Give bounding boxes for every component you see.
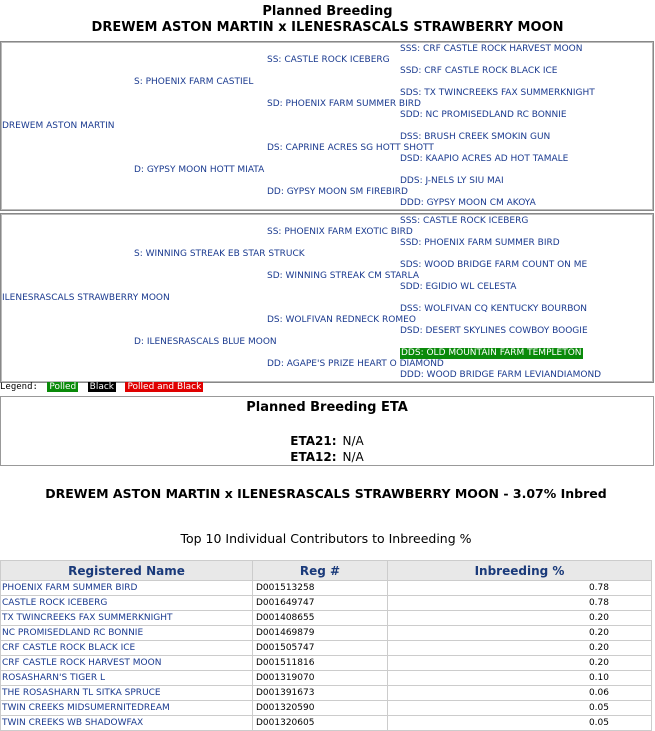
- pedigree-ddd[interactable]: DDD: WOOD BRIDGE FARM LEVIANDIAMOND: [400, 370, 602, 380]
- table-row: [1, 641, 652, 656]
- row-name-cell: [1, 596, 253, 611]
- row-reg-cell: D001513258: [253, 581, 388, 596]
- table-row: [1, 611, 652, 626]
- legend-black: Black: [89, 382, 115, 392]
- sire-pedigree: [0, 41, 654, 211]
- pedigree-ddd[interactable]: DDD: GYPSY MOON CM AKOYA: [400, 198, 536, 208]
- inbreeding-summary: DREWEM ASTON MARTIN x ILENESRASCALS STRAWBERRY MOON - 3.07% Inbred: [45, 486, 607, 501]
- pedigree-sd[interactable]: SD: PHOENIX FARM SUMMER BIRD: [267, 99, 421, 109]
- pedigree-sss[interactable]: SSS: CASTLE ROCK ICEBERG: [400, 216, 529, 226]
- pairing-title: DREWEM ASTON MARTIN x ILENESRASCALS STRAWBERRY MOON: [91, 20, 564, 35]
- pedigree-ds[interactable]: DS: CAPRINE ACRES SG HOTT SHOTT: [267, 143, 434, 153]
- pedigree-ss[interactable]: SS: PHOENIX FARM EXOTIC BIRD: [267, 227, 413, 237]
- row-name-cell: [1, 701, 253, 716]
- row-name-link[interactable]: PHOENIX FARM SUMMER BIRD: [2, 583, 138, 593]
- pedigree-dsd[interactable]: DSD: DESERT SKYLINES COWBOY BOOGIE: [400, 326, 588, 336]
- row-reg-cell: D001469879: [253, 626, 388, 641]
- pedigree-sds[interactable]: SDS: WOOD BRIDGE FARM COUNT ON ME: [400, 260, 588, 270]
- row-pct-cell: 0.78: [388, 581, 652, 596]
- row-name-cell: [1, 686, 253, 701]
- table-row: [1, 581, 652, 596]
- row-pct-cell: 0.06: [388, 686, 652, 701]
- page-header: [0, 0, 655, 36]
- row-name-link[interactable]: CRF CASTLE ROCK HARVEST MOON: [2, 658, 162, 668]
- pedigree-dds[interactable]: DDS: J-NELS LY SIU MAI: [400, 176, 504, 186]
- legend: [0, 382, 203, 392]
- row-name-link[interactable]: TX TWINCREEKS FAX SUMMERKNIGHT: [2, 613, 173, 623]
- table-row: [1, 596, 652, 611]
- pedigree-subject[interactable]: DREWEM ASTON MARTIN: [2, 121, 115, 131]
- pedigree-ssd[interactable]: SSD: CRF CASTLE ROCK BLACK ICE: [400, 66, 558, 76]
- legend-polled-black: Polled and Black: [127, 382, 202, 392]
- row-name-cell: [1, 671, 253, 686]
- table-header-row: [1, 561, 652, 581]
- row-name-link[interactable]: TWIN CREEKS MIDSUMERNITEDREAM: [2, 703, 170, 713]
- table-row: [1, 656, 652, 671]
- pedigree-dam[interactable]: D: ILENESRASCALS BLUE MOON: [134, 337, 277, 347]
- pedigree-sdd[interactable]: SDD: NC PROMISEDLAND RC BONNIE: [400, 110, 567, 120]
- pedigree-sds[interactable]: SDS: TX TWINCREEKS FAX SUMMERKNIGHT: [400, 88, 595, 98]
- row-name-link[interactable]: THE ROSASHARN TL SITKA SPRUCE: [2, 688, 161, 698]
- row-pct-cell: 0.05: [388, 716, 652, 731]
- row-reg-cell: D001319070: [253, 671, 388, 686]
- row-pct-cell: 0.78: [388, 596, 652, 611]
- page-title: Planned Breeding: [262, 4, 393, 19]
- table-row: [1, 701, 652, 716]
- pedigree-sire[interactable]: S: WINNING STREAK EB STAR STRUCK: [134, 249, 305, 259]
- row-name-link[interactable]: CRF CASTLE ROCK BLACK ICE: [2, 643, 136, 653]
- row-name-cell: [1, 611, 253, 626]
- row-pct-cell: 0.05: [388, 701, 652, 716]
- pedigree-dsd[interactable]: DSD: KAAPIO ACRES AD HOT TAMALE: [400, 154, 569, 164]
- pedigree-dss[interactable]: DSS: BRUSH CREEK SMOKIN GUN: [400, 132, 551, 142]
- pedigree-sd[interactable]: SD: WINNING STREAK CM STARLA: [267, 271, 420, 281]
- eta-title: Planned Breeding ETA: [246, 400, 408, 415]
- row-reg-cell: D001320590: [253, 701, 388, 716]
- pedigree-subject[interactable]: ILENESRASCALS STRAWBERRY MOON: [2, 293, 170, 303]
- eta-panel: [0, 396, 654, 466]
- eta12-label: ETA12:: [290, 450, 337, 464]
- row-name-link[interactable]: NC PROMISEDLAND RC BONNIE: [2, 628, 144, 638]
- contributors-table: [0, 560, 652, 731]
- legend-polled: Polled: [49, 382, 77, 392]
- row-name-cell: [1, 581, 253, 596]
- row-name-cell: [1, 656, 253, 671]
- row-pct-cell: 0.20: [388, 641, 652, 656]
- eta-table: [287, 433, 366, 465]
- eta21-label: ETA21:: [290, 434, 337, 448]
- row-reg-cell: D001320605: [253, 716, 388, 731]
- row-reg-cell: D001391673: [253, 686, 388, 701]
- row-reg-cell: D001505747: [253, 641, 388, 656]
- pedigree-dss[interactable]: DSS: WOLFIVAN CQ KENTUCKY BOURBON: [400, 304, 588, 314]
- pedigree-dam[interactable]: D: GYPSY MOON HOTT MIATA: [134, 165, 265, 175]
- row-name-link[interactable]: CASTLE ROCK ICEBERG: [2, 598, 108, 608]
- pedigree-dd[interactable]: DD: AGAPE'S PRIZE HEART O DIAMOND: [267, 359, 444, 369]
- row-name-link[interactable]: TWIN CREEKS WB SHADOWFAX: [2, 718, 144, 728]
- table-row: [1, 671, 652, 686]
- table-row: [1, 716, 652, 731]
- row-pct-cell: 0.20: [388, 611, 652, 626]
- pedigree-ds[interactable]: DS: WOLFIVAN REDNECK ROMEO: [267, 315, 416, 325]
- row-name-link[interactable]: ROSASHARN'S TIGER L: [2, 673, 105, 683]
- row-name-cell: [1, 641, 253, 656]
- dam-pedigree: [0, 213, 654, 383]
- table-row: [1, 686, 652, 701]
- row-name-cell: [1, 626, 253, 641]
- pedigree-sss[interactable]: SSS: CRF CASTLE ROCK HARVEST MOON: [400, 44, 583, 54]
- table-row: [1, 626, 652, 641]
- pedigree-ss[interactable]: SS: CASTLE ROCK ICEBERG: [267, 55, 390, 65]
- row-reg-cell: D001649747: [253, 596, 388, 611]
- pedigree-sdd[interactable]: SDD: EGIDIO WL CELESTA: [400, 282, 517, 292]
- row-pct-cell: 0.20: [388, 656, 652, 671]
- row-pct-cell: 0.20: [388, 626, 652, 641]
- row-reg-cell: D001408655: [253, 611, 388, 626]
- col-registered-name: Registered Name: [1, 561, 253, 581]
- row-pct-cell: 0.10: [388, 671, 652, 686]
- eta12-value: N/A: [342, 450, 364, 464]
- pedigree-sire[interactable]: S: PHOENIX FARM CASTIEL: [134, 77, 254, 87]
- col-reg-number: Reg #: [253, 561, 388, 581]
- pedigree-dds-polled[interactable]: DDS: OLD MOUNTAIN FARM TEMPLETON: [401, 348, 582, 358]
- legend-label: Legend:: [0, 382, 38, 392]
- eta21-value: N/A: [342, 434, 364, 448]
- pedigree-dd[interactable]: DD: GYPSY MOON SM FIREBIRD: [267, 187, 408, 197]
- row-reg-cell: D001511816: [253, 656, 388, 671]
- pedigree-ssd[interactable]: SSD: PHOENIX FARM SUMMER BIRD: [400, 238, 560, 248]
- row-name-cell: [1, 716, 253, 731]
- top10-title: Top 10 Individual Contributors to Inbreeding %: [180, 531, 472, 546]
- col-inbreeding-pct: Inbreeding %: [388, 561, 652, 581]
